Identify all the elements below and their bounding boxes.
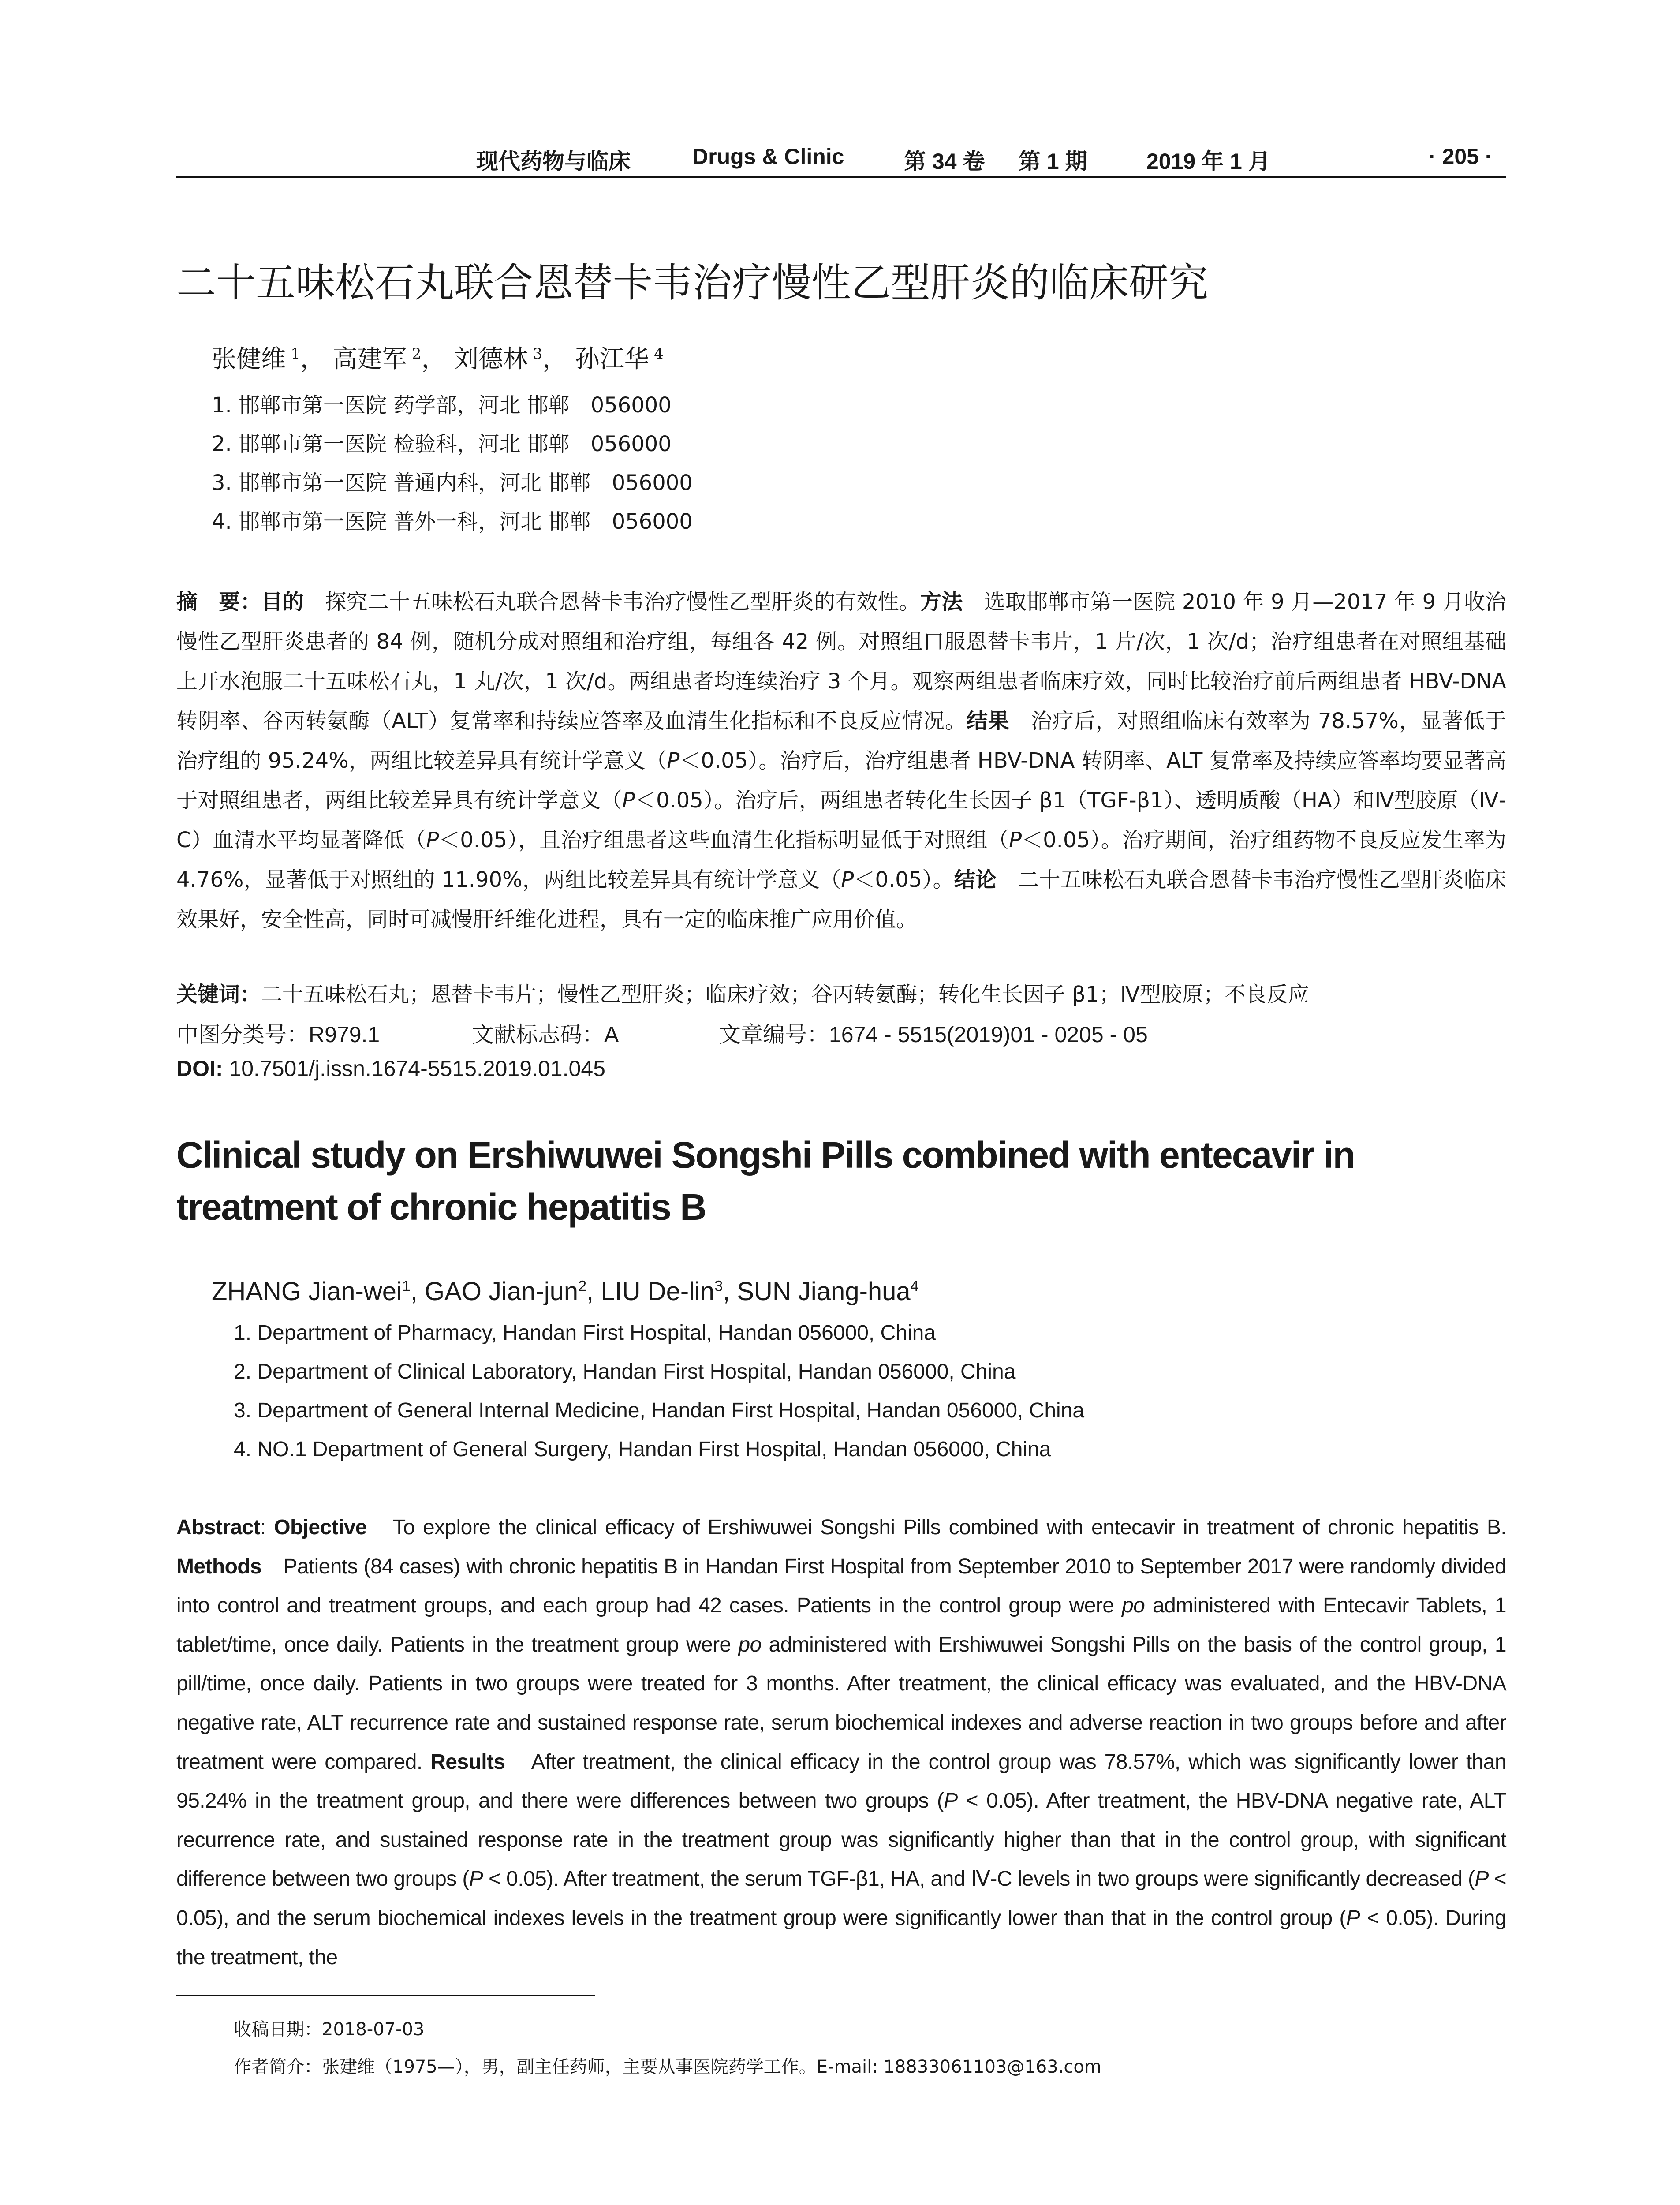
- page-number: · 205 ·: [1429, 144, 1493, 169]
- footnote-rule: [176, 1995, 595, 1996]
- results-text: 治疗后，对照组临床有效率为 78.57%，显著低于治疗组的 95.24%，两组比较差异具有统计学意义（: [176, 709, 1506, 773]
- affiliation-en: 1. Department of Pharmacy, Handan First Hospital, Handan 056000, China: [234, 1321, 936, 1345]
- abstract-cn: [176, 582, 1506, 939]
- issue: 第 1 期: [1019, 149, 1087, 174]
- issue-date: 2019 年 1 月: [1146, 149, 1270, 174]
- author-name: SUN Jiang-hua: [737, 1277, 911, 1306]
- p-symbol: P: [1475, 1867, 1489, 1891]
- affiliation-en: 4. NO.1 Department of General Surgery, Handan First Hospital, Handan 056000, China: [234, 1438, 1051, 1461]
- objective-label: 目的: [261, 590, 304, 614]
- doi-value: 10.7501/j.issn.1674-5515.2019.01.045: [223, 1056, 605, 1081]
- title-cn: 二十五味松石丸联合恩替卡韦治疗慢性乙型肝炎的临床研究: [176, 260, 1208, 306]
- p-symbol: P: [426, 828, 439, 852]
- methods-label: Methods: [176, 1555, 262, 1578]
- results-text: ＜0.05）。: [854, 867, 954, 892]
- affiliation-en: 3. Department of General Internal Medicine, Handan First Hospital, Handan 056000, China: [234, 1399, 1085, 1422]
- objective-text: 探究二十五味松石丸联合恩替卡韦治疗慢性乙型肝炎的有效性。: [304, 590, 920, 614]
- p-symbol: P: [841, 867, 854, 892]
- running-header: [176, 140, 1506, 176]
- methods-text: 选取邯郸市第一医院 2010 年 9 月—2017 年 9 月收治慢性乙型肝炎患者的 84 例，随机分成对照组和治疗组，每组各 42 例。对照组口服恩替卡韦片，1 片/次，1 次/d；治疗组患者在对照组基础上开水泡服二十五味松石丸，1 丸/次，1 次/d。两组患者均连续治疗 3 个月。观察两组患者临床疗效，同时比较治疗前后两组患者 HBV-DNA 转阴率、谷丙转氨酶（ALT）复常率和持续应答率及血清生化指标和不良反应情况。: [176, 590, 1506, 733]
- authors-cn: 张健维 $^1$， 高建军 $^2$， 刘德林 $^3$， 孙江华 $^4$: [212, 345, 664, 374]
- author-name: 孙江华: [575, 345, 649, 374]
- results-text: ＜0.05）。治疗后，两组患者转化生长因子 β1（TGF-β1）、透明质酸（HA）和Ⅳ型胶原（Ⅳ-C）血清水平均显著降低（: [176, 788, 1506, 852]
- results-text: ＜0.05）。治疗后，治疗组患者 HBV-DNA 转阴率、ALT 复常率及持续应答率均要显著高于对照组患者，两组比较差异具有统计学意义（: [176, 748, 1506, 813]
- title-en: Clinical study on Ershiwuwei Songshi Pills combined with entecavir in treatment of chronic hepatitis B: [176, 1134, 1355, 1228]
- author-name: 刘德林: [454, 345, 528, 374]
- clc-number: 中图分类号：R979.1: [176, 1022, 380, 1047]
- p-symbol: P: [622, 788, 635, 813]
- conclusion-text: 二十五味松石丸联合恩替卡韦治疗慢性乙型肝炎临床效果好，安全性高，同时可减慢肝纤维化进程，具有一定的临床推广应用价值。: [176, 867, 1506, 932]
- methods-text: administered with Ershiwuwei Songshi Pills on the basis of the control group, 1 pill/time, once daily. Patients in two groups were treated for 3 months. After treatment, the clinical efficacy was evaluated, and the HBV-DNA negative rate, ALT recurrence rate and sustained response rate, serum biochemical indexes and adverse reaction in two groups before and after treatment were compared.: [176, 1633, 1506, 1774]
- objective-text: To explore the clinical efficacy of Ershiwuwei Songshi Pills combined with entecavir in treatment of chronic hepatitis B.: [366, 1516, 1506, 1539]
- p-symbol: P: [469, 1867, 483, 1891]
- document-code: 文献标志码：A: [472, 1022, 619, 1047]
- author-affil-mark: 1: [402, 1278, 411, 1295]
- po-term: po: [1122, 1594, 1145, 1618]
- author-affil-mark: 1: [291, 345, 300, 363]
- header-rule: [176, 176, 1506, 178]
- methods-label: 方法: [920, 590, 963, 614]
- doi-label: DOI:: [176, 1056, 223, 1081]
- journal-name-cn: 现代药物与临床: [476, 149, 631, 174]
- doi-line: [176, 1056, 605, 1081]
- author-bio: 作者简介：张建维（1975—），男，副主任药师，主要从事医院药学工作。E-mail: 18833061103@163.com: [234, 2057, 1101, 2077]
- keywords-text: 二十五味松石丸；恩替卡韦片；慢性乙型肝炎；临床疗效；谷丙转氨酶；转化生长因子 β1；Ⅳ型胶原；不良反应: [261, 982, 1309, 1007]
- p-symbol: P: [1009, 828, 1022, 852]
- results-text: < 0.05), and the serum biochemical indexes levels in the treatment group were significantly lower than that in the control group (: [176, 1867, 1506, 1930]
- conclusion-label: 结论: [954, 867, 997, 892]
- author-name: 张健维: [212, 345, 286, 374]
- p-symbol: P: [1346, 1906, 1360, 1930]
- affiliation-cn: 1. 邯郸市第一医院 药学部，河北 邯郸 056000: [212, 393, 672, 418]
- objective-label: Objective: [274, 1516, 367, 1539]
- results-text: After treatment, the clinical efficacy in the control group was 78.57%, which was significantly lower than 95.24% in the treatment group, and there were differences between two groups (: [176, 1750, 1506, 1813]
- results-text: < 0.05). After treatment, the serum TGF-β1, HA, and Ⅳ-C levels in two groups were significantly decreased (: [483, 1867, 1475, 1891]
- author-name: 高建军: [332, 345, 407, 374]
- affiliation-cn: 4. 邯郸市第一医院 普外一科，河北 邯郸 056000: [212, 509, 693, 534]
- keywords-label: 关键词：: [176, 982, 261, 1007]
- author-name: ZHANG Jian-wei: [212, 1277, 402, 1306]
- p-symbol: P: [944, 1789, 958, 1813]
- abstract-label: 摘 要：: [176, 590, 261, 614]
- author-affil-mark: 2: [411, 345, 422, 363]
- author-affil-mark: 3: [533, 345, 543, 363]
- affiliation-cn: 3. 邯郸市第一医院 普通内科，河北 邯郸 056000: [212, 471, 693, 495]
- methods-text: administered with Entecavir Tablets, 1 tablet/time, once daily. Patients in the treatment group were: [176, 1594, 1507, 1656]
- results-text: < 0.05). During the treatment, the: [176, 1906, 1506, 1969]
- author-name: GAO Jian-jun: [425, 1277, 579, 1306]
- results-label: 结果: [966, 709, 1010, 733]
- results-text: < 0.05). After treatment, the HBV-DNA negative rate, ALT recurrence rate, and sustained response rate in the treatment group was significantly higher than that in the control group, with significant difference between two groups (: [176, 1789, 1506, 1891]
- affiliation-en: 2. Department of Clinical Laboratory, Handan First Hospital, Handan 056000, China: [234, 1360, 1016, 1383]
- author-affil-mark: 3: [714, 1278, 723, 1295]
- author-name: LIU De-lin: [601, 1277, 715, 1306]
- keywords: [176, 975, 1506, 1014]
- methods-text: Patients (84 cases) with chronic hepatitis B in Handan First Hospital from September 2010 to September 2017 were randomly divided into control and treatment groups, and each group had 42 cases. Patients in the control group were: [176, 1555, 1506, 1618]
- author-affil-mark: 4: [910, 1278, 919, 1295]
- volume: 第 34 卷: [904, 149, 985, 174]
- abstract-colon: :: [260, 1516, 274, 1539]
- affiliation-cn: 2. 邯郸市第一医院 检验科，河北 邯郸 056000: [212, 432, 672, 456]
- abstract-en: [176, 1508, 1506, 1977]
- authors-en: ZHANG Jian-wei$^1$, GAO Jian-jun$^2$, LIU De-lin$^3$, SUN Jiang-hua$^4$: [212, 1277, 919, 1306]
- po-term: po: [738, 1633, 762, 1656]
- journal-name-en: Drugs & Clinic: [692, 144, 844, 169]
- received-date: 收稿日期：2018-07-03: [234, 2019, 425, 2040]
- results-text: ＜0.05）。治疗期间，治疗组药物不良反应发生率为 4.76%，显著低于对照组的 11.90%，两组比较差异具有统计学意义（: [176, 828, 1506, 892]
- results-text: ＜0.05），且治疗组患者这些血清生化指标明显低于对照组（: [439, 828, 1009, 852]
- author-affil-mark: 4: [654, 345, 664, 363]
- author-affil-mark: 2: [578, 1278, 587, 1295]
- article-number: 文章编号：1674 - 5515(2019)01 - 0205 - 05: [719, 1022, 1148, 1047]
- abstract-label: Abstract: [176, 1516, 260, 1539]
- p-symbol: P: [667, 748, 680, 773]
- results-label: Results: [430, 1750, 505, 1774]
